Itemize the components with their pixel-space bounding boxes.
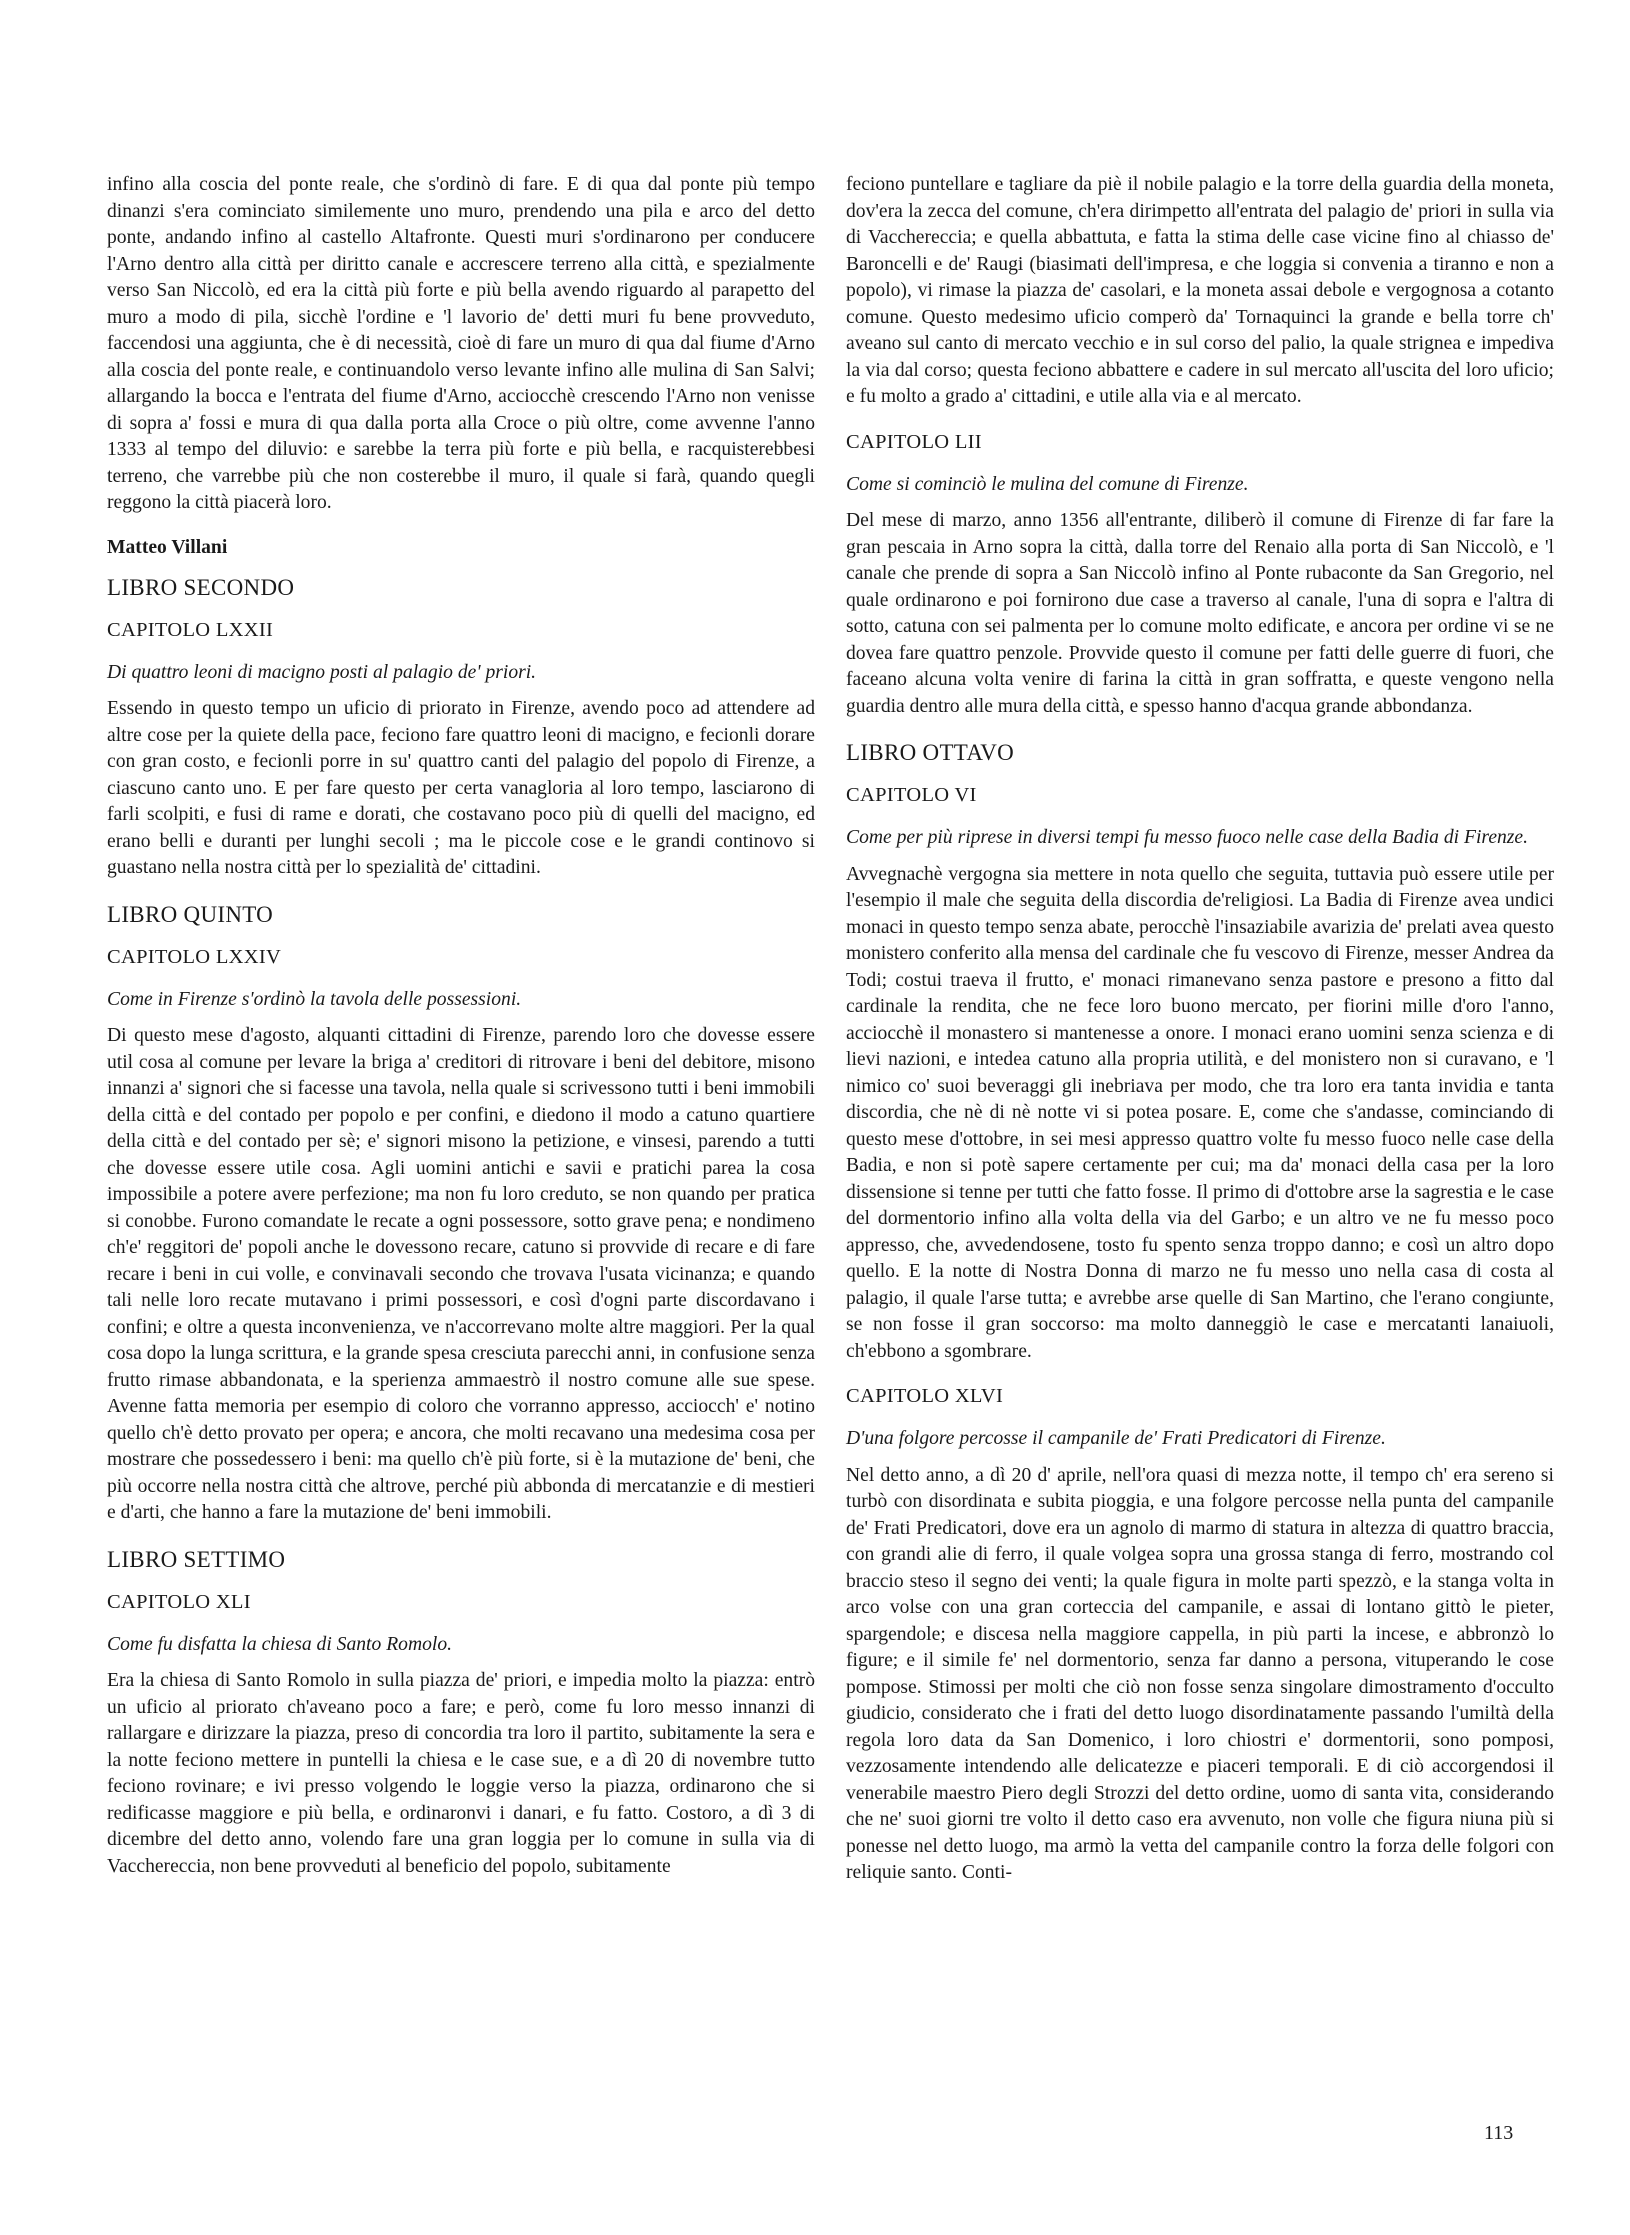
chapter-text-lxxii: Essendo in questo tempo un uficio di priorato in Firenze, avendo poco ad attendere ad altre cose per la quiete della pace, feciono fare quattro leoni di macigno, e fecionli dorare con gran costo, e fecionli porre in su' quattro canti del palagio del popolo di Firenze, a ciascuno canto uno. E per fare questo per certa vanagloria al loro tempo, lasciarono di farli scolpiti, e fusi di rame e dorati, che costavano poco più di quelli del macigno, ed erano belli e duranti per lunghi secoli ; ma le piccole cose e le grandi continovo si guastano nella nostra città per lo spezialità de' cittadini. <box>107 698 815 878</box>
chapter-subtitle-xli: Come fu disfatta la chiesa di Santo Romolo. <box>107 1633 453 1655</box>
chapter-heading-vi: CAPITOLO VI <box>846 784 977 806</box>
book-heading-libro-quinto: LIBRO QUINTO <box>107 901 274 927</box>
book-heading-libro-ottavo: LIBRO OTTAVO <box>846 740 1015 765</box>
paragraph-continuation-right: feciono puntellare e tagliare da piè il nobile palagio e la torre della guardia della moneta, dov'era la zecca del comune, ch'era dirimpetto all'entrata del palagio de' priori in sulla via di Vacchereccia; e quella abbattuta, e fatta la stima delle case vicine fino al chiasso de' Baroncelli e de' Raugi (biasimati dell'impresa, e che loggia si convenia a tiranno e non a popolo), vi rimase la piazza de' casolari, e la moneta assai debole e vergognosa a cotanto comune. Questo medesimo uficio comperò da' Tornaquinci la grande e bella torre ch' aveano sul canto di mercato vecchio e in sul corso del palio, la quale strignea e impediva la via dal corso; questa feciono abbattere e cadere in sul mercato all'uscita del loro uficio; e fu molto a grado a' cittadini, e utile alla via e al mercato. <box>846 174 1554 407</box>
chapter-subtitle-xlvi: D'una folgore percosse il campanile de' Frati Predicatori di Firenze. <box>846 1428 1386 1449</box>
chapter-subtitle-lii: Come si cominciò le mulina del comune di Firenze. <box>846 473 1249 495</box>
chapter-heading-lxxii: CAPITOLO LXXII <box>107 618 274 641</box>
chapter-text-lxxiv: Di questo mese d'agosto, alquanti cittadini di Firenze, parendo loro che dovesse essere util cosa al comune per levare la briga a' creditori di ritrovare i beni del debitore, misono innanzi a' signori che si facesse una tavola, nella quale si scrivessono tutti i beni immobili della città e del contado per popolo e per confini, e diedono il modo a catuno quartiere della città e del contado per sè; e' signori misono la petizione, e vinsesi, parendo a tutti che dovesse essere utile cosa. Agli uomini antichi e savii e pratichi parea la cosa impossibile a potere avere perfezione; ma non fu loro creduto, se non quando per pratica si conobbe. Furono comandate le recate a ogni possessore, sotto grave pena; e nondimeno ch'e' reggitori de' popoli anche le dovessono recare, catuno si provvide di recare e di fare recare i beni in cui volle, e convinavali secondo che trovava l'usata vicinanza; e quando tali nelle loro recate mutavano i primi possessori, e così d'ogni parte discordavano i confini; e oltre a questa inconvenienza, ve n'accorrevano molte altre maggiori. Per la qual cosa dopo la lunga scrittura, e la grande spesa cresciuta parecchi anni, in confusione senza frutto rimase abbandonata, e la sperienza ammaestrò il nostro comune alle sue spese. Avenne fatta memoria per esempio di coloro che vorranno appresso, acciocch' e' notino quello ch'è detto provato per opera; e ancora, che molti recavano una medesima cosa per mostrare che possedessero i beni: ma quello ch'è più forte, si è la mutazione de' beni, che più occorre nella nostra città che altrove, perché più abbonda di mercatanzie e di mestieri e d'arti, che hanno a fare la mutazione de' beni immobili. <box>107 1025 815 1523</box>
author-name: Matteo Villani <box>107 536 228 558</box>
chapter-heading-xlvi: CAPITOLO XLVI <box>846 1385 1004 1407</box>
chapter-text-lii: Del mese di marzo, anno 1356 all'entrante, diliberò il comune di Firenze di far fare la gran pescaia in Arno sopra la città, dalla torre del Renaio alla porta di San Niccolò, e 'l canale che prende di sopra a San Niccolò infino al Ponte rubaconte da San Gregorio, nel quale ordinarono e poi fornirono due case a traverso al canale, l'una di sopra e l'altra di sotto, catuna con sei palmenta per lo comune molto edificate, e ancora per ordine vi se ne dovea fare quattro penzole. Provvide questo il comune per fatti delle guerre di fuori, che faceano alcuna volta venire di farina la città in gran soffratta, e queste vengono nella guardia dentro alle mura della città, e spesso hanno d'acqua grande abbondanza. <box>846 510 1554 717</box>
chapter-subtitle-lxxiv: Come in Firenze s'ordinò la tavola delle possessioni. <box>107 988 522 1010</box>
chapter-subtitle-vi: Come per più riprese in diversi tempi fu messo fuoco nelle case della Badia di Firenze. <box>846 827 1529 848</box>
chapter-heading-lxxiv: CAPITOLO LXXIV <box>107 945 282 968</box>
chapter-text-vi: Avvegnachè vergogna sia mettere in nota quello che seguita, tuttavia può essere utile per l'esempio il male che seguita della discordia de'religiosi. La Badia di Firenze avea undici monaci in questo tempo senza abate, perocchè l'insaziabile avarizia de' prelati avea questo monistero conferito alla mensa del cardinale che fu vescovo di Firenze, messer Andrea da Todi; costui traeva il frutto, e' monaci rimanevano senza pastore e presono a fitto dal cardinale la rendita, che ne fece loro buono mercato, per fiorini mille d'oro l'anno, acciocchè il monastero si mantenesse a onore. I monaci erano uomini senza scienza e di lievi nazioni, e intedea catuno alla propria utilità, e del monistero non si curavano, e 'l nimico co' suoi beveraggi gli inebriava per modo, che tra loro era tanta invidia e tanta discordia, che nè di nè notte vi si potea posare. E, come che s'andasse, cominciando di questo mese d'ottobre, in sei mesi appresso quattro volte fu messo fuoco nelle case della Badia, e non si potè sapere certamente per cui; ma da' monaci della casa per la loro dissensione si tenne per tutti che fatto fosse. Il primo di d'ottobre arse la sagrestia e le case del dormentorio infino alla volta della via del Garbo; e un altro ve ne fu messo poco appresso, che, avvedendosene, tosto fu spento senza troppo danno; e così un altro dopo quello. E la notte di Nostra Donna di marzo ne fu messo uno nella casa di costa al palagio, il quale l'arse tutta; e avrebbe arse quelle di San Martino, che l'erano congiunte, se non fosse il gran soccorso: ma molto danneggiò le case e mercatanti lanaiuoli, ch'ebbono a sgombrare. <box>846 863 1554 1362</box>
book-heading-libro-settimo: LIBRO SETTIMO <box>107 1546 286 1572</box>
chapter-heading-xli: CAPITOLO XLI <box>107 1590 251 1613</box>
book-heading-libro-secondo: LIBRO SECONDO <box>107 574 295 600</box>
right-column <box>846 172 1554 1907</box>
chapter-heading-lii: CAPITOLO LII <box>846 430 982 453</box>
chapter-subtitle-lxxii: Di quattro leoni di macigno posti al palagio de' priori. <box>107 661 537 683</box>
left-column <box>107 172 815 1900</box>
chapter-text-xlvi: Nel detto anno, a dì 20 d' aprile, nell'ora quasi di mezza notte, il tempo ch' era sereno si turbò con disordinata e subita pioggia, e una folgore percosse nella punta del campanile de' Frati Predicatori, dove era un agnolo di marmo di statura in altezza di quattro braccia, con grandi alie di ferro, il quale volgea sopra una grossa stanga di ferro, mostrando col braccio steso il segno dei venti; la quale figura in molte parti spezzò, e la stanga volta in arco volse con una gran corteccia del campanile, e assai di lontano gittò le pieter, spargendole; e discesa nella maggiore cappella, in più parti la incese, e abbronzò lo figure; e il simile fe' nel dormentorio, senza far danno a persona, vituperando le cose pompose. Stimossi per molti che ciò non fosse senza singolare dimostramento d'occulto giudicio, considerato che i frati del detto luogo disordinatamente passando l'umiltà della regola loro data da San Domenico, i loro chiostri e' dormentorii, sono pomposi, vezzosamente intendendo alle delicatezze e piaceri temporali. E di ciò accorgendosi il venerabile maestro Piero degli Strozzi del detto ordine, uomo di santa vita, considerando che ne' suoi giorni tre volto il detto caso era avvenuto, non volle che figura niuna più si ponesse nel detto luogo, ma armò la vetta del campanile contro la forza delle folgori con reliquie santo. Conti- <box>846 1464 1554 1883</box>
chapter-text-xli: Era la chiesa di Santo Romolo in sulla piazza de' priori, e impedia molto la piazza: entrò un uficio al priorato ch'aveano poco a fare; e però, come fu loro messo innanzi di rallargare e dirizzare la piazza, preso di concordia tra loro il partito, subitamente la sera e la notte feciono mettere in puntelli la chiesa e le case sue, e a dì 20 di novembre tutto feciono rovinare; e ivi presso volgendo le loggie verso la piazza, ordinarono che si redificasse maggiore e più bella, e ordinaronvi i danari, e fu fatto. Costoro, a dì 3 di dicembre del detto anno, volendo fare una gran loggia per lo comune in sulla via di Vacchereccia, non bene provveduti al beneficio del popolo, subitamente <box>107 1670 815 1877</box>
page-number: 113 <box>1484 2122 1514 2144</box>
paragraph-continuation: infino alla coscia del ponte reale, che s'ordinò di fare. E di qua dal ponte più tempo dinanzi s'era cominciato similemente uno muro, prendendo una pila e arco del detto ponte, andando infino al castello Altafronte. Questi muri s'ordinarono per conducere l'Arno dentro alla città per diritto canale e accrescere terreno alla città, e spezialmente verso San Niccolò, ed era la città più forte e più bella avendo riguardo al parapetto del muro a modo di pila, sicchè l'ordine e 'l lavorio de' detti muri fu bene provveduto, faccendosi una aggiunta, che è di necessità, cioè di fare un muro di qua dal fiume d'Arno alla coscia del ponte reale, e continuandolo verso levante infino alle mulina di San Salvi; allargando la bocca e l'entrata del fiume d'Arno, acciocchè crescendo l'Arno non venisse di sopra a' fossi e mura di qua dalla porta alla Croce o più oltre, come avvenne l'anno 1333 al tempo del diluvio: e sarebbe la terra più forte e più bella, e racquisterebbesi terreno, che varrebbe più che non costerebbe il muro, il quale si farà, quando quegli reggono la città piacerà loro. <box>107 174 815 513</box>
